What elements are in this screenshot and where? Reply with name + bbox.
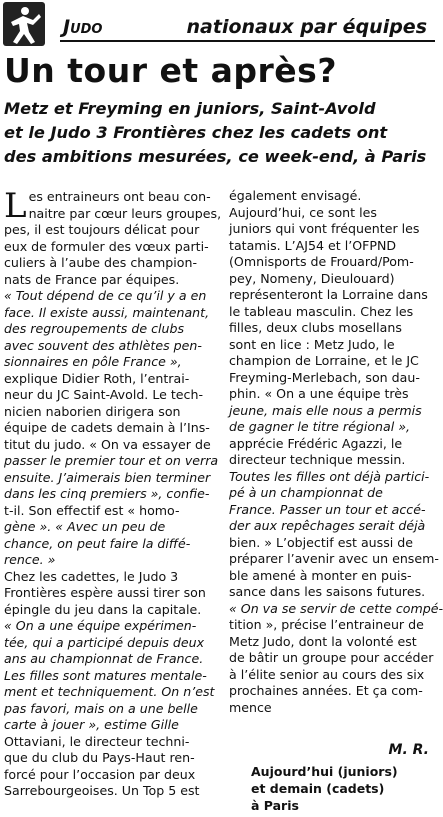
article-line: sance dans les saisons futures. xyxy=(229,584,426,599)
article-line: face. Il existe aussi, maintenant, xyxy=(4,304,210,320)
article-line: le tableau masculin. Chez les xyxy=(229,303,414,319)
article-line: naitre par cœur leurs groupes, xyxy=(28,205,222,221)
drop-cap: L xyxy=(4,186,27,226)
article-line: représenteront la Lorraine dans xyxy=(229,287,428,302)
article-line: équipe de cadets demain à l’Ins- xyxy=(4,420,210,435)
article-line: sionnaires en pôle France », xyxy=(4,354,182,369)
standfirst-line: Metz et Freyming en juniors, Saint-Avold xyxy=(4,99,376,118)
article-line: à l’élite senior au cours des six xyxy=(229,666,425,682)
article-line: ensuite. J’aimerais bien terminer xyxy=(4,469,211,485)
article-line: chance, on peut faire la diffé- xyxy=(4,535,191,551)
article-line: explique Didier Roth, l’entrai- xyxy=(4,370,190,386)
article-line: t-il. Son effectif est « homo- xyxy=(4,502,180,518)
article-line: (Omnisports de Frouard/Pom- xyxy=(229,254,414,269)
article-line: filles, deux clubs mosellans xyxy=(229,320,402,335)
article-line: directeur technique messin. xyxy=(229,452,406,467)
article-line: passer le premier tour et on verra xyxy=(4,453,219,468)
article-line: des regroupements de clubs xyxy=(4,321,185,336)
article-line: tée, qui a participé depuis deux xyxy=(4,634,205,650)
article-line: Toutes les filles ont déjà partici- xyxy=(229,468,430,484)
article-line: Ottaviani, le directeur techni- xyxy=(4,733,190,749)
headline: Un tour et après? xyxy=(4,51,337,90)
standfirst-line: et le Judo 3 Frontières chez les cadets ont xyxy=(4,123,388,142)
article-line: prochaines années. Et ça com- xyxy=(229,683,423,698)
infobox-line: et demain (cadets) xyxy=(251,781,385,796)
infobox-line: à Paris xyxy=(251,798,299,813)
article-line: de gagner le titre régional », xyxy=(229,419,411,434)
article-line: France. Passer un tour et accé- xyxy=(229,501,426,517)
article-line: gène ». « Avec un peu de xyxy=(4,519,166,534)
article-line: Chez les cadettes, le Judo 3 xyxy=(4,568,179,584)
article-line: es entraineurs ont beau con- xyxy=(28,189,211,204)
article-line: phin. « On a une équipe très xyxy=(229,386,409,401)
article-line: pé à un championnat de xyxy=(229,485,383,500)
article-line: Frontières espère aussi tirer son xyxy=(4,585,206,600)
article-line: rence. » xyxy=(4,552,56,567)
article-line: dans les cinq premiers », confie- xyxy=(4,486,210,501)
author-signature: M. R. xyxy=(388,742,429,758)
rubric-bar xyxy=(60,14,435,42)
article-line: eux de formuler des vœux parti- xyxy=(4,238,209,254)
rubric-subcategory: nationaux par équipes xyxy=(186,16,427,38)
article-line: de bâtir un groupe pour accéder xyxy=(229,650,434,665)
standfirst xyxy=(4,97,440,169)
article-line: forcé pour l’occasion par deux xyxy=(4,766,196,782)
article-line: que du club du Pays-Haut ren- xyxy=(4,750,195,765)
rubric-category: Judo xyxy=(63,16,103,38)
article-line: préparer l’avenir avec un ensem- xyxy=(229,551,439,566)
right-column-lines xyxy=(229,188,443,716)
article-line: également envisagé. xyxy=(229,188,362,203)
article-line: nicien naborien dirigera son xyxy=(4,403,181,419)
article-line: avec souvent des athlètes pen- xyxy=(4,337,202,353)
article-line: tition », précise l’entraineur de xyxy=(229,617,424,632)
article-line: culiers à l’aube des champion- xyxy=(4,255,197,270)
article-line: ans au championnat de France. xyxy=(4,651,204,666)
article-line: apprécie Frédéric Agazzi, le xyxy=(229,435,403,451)
article-line: Aujourd’hui, ce sont les xyxy=(229,204,377,220)
article-line: « On a une équipe expérimen- xyxy=(4,618,197,633)
article-line: bien. » L’objectif est aussi de xyxy=(229,534,414,550)
section-rubric xyxy=(0,0,443,50)
article-column-right xyxy=(229,188,443,716)
article-line: pey, Nomeny, Dieulouard) xyxy=(229,270,395,286)
article-line: titut du judo. « On va essayer de xyxy=(4,436,211,452)
article-line: ment et techniquement. On n’est xyxy=(4,684,215,699)
article-line: Freyming-Merlebach, son dau- xyxy=(229,369,420,385)
article-line: mence xyxy=(229,699,272,715)
article-line: pes, il est toujours délicat pour xyxy=(4,222,200,237)
article-line: sont en lice : Metz Judo, le xyxy=(229,336,395,352)
event-infobox xyxy=(251,763,437,814)
left-column-lines xyxy=(4,186,222,800)
article-line: pas favori, mais on a une belle xyxy=(4,700,198,716)
article-line: carte à jouer », estime Gille xyxy=(4,717,179,732)
article-line: champion de Lorraine, et le JC xyxy=(229,353,419,368)
article-line: neur du JC Saint-Avold. Le tech- xyxy=(4,387,203,402)
article-line: tatamis. L’AJ54 et l’OFPND xyxy=(229,237,397,253)
article-line: juniors qui vont fréquenter les xyxy=(229,221,420,236)
article-column-left xyxy=(4,186,222,800)
article-line: Metz Judo, dont la volonté est xyxy=(229,633,417,649)
article-line: « On va se servir de cette compé- xyxy=(229,600,443,616)
article-line: Les filles sont matures mentale- xyxy=(4,667,207,683)
article-line: nats de France par équipes. xyxy=(4,271,180,287)
article-line: épingle du jeu dans la capitale. xyxy=(4,601,202,617)
article-line: Sarrebourgeoises. Un Top 5 est xyxy=(4,783,200,798)
article-line: ble amené à monter en puis- xyxy=(229,567,412,583)
infobox-line: Aujourd’hui (juniors) xyxy=(251,764,398,779)
article-line: jeune, mais elle nous a permis xyxy=(229,402,422,418)
article-line: der aux repêchages serait déjà xyxy=(229,518,426,533)
judo-pictogram-icon xyxy=(3,2,45,46)
standfirst-line: des ambitions mesurées, ce week-end, à Paris xyxy=(4,147,427,166)
article-line: « Tout dépend de ce qu’il y a en xyxy=(4,288,207,303)
